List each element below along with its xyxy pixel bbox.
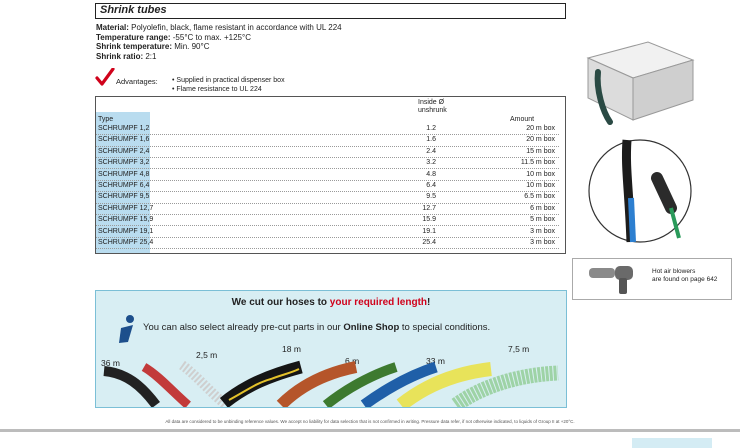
length-label: 36 m — [101, 358, 120, 368]
cell-type: SCHRUMPF 1,6 — [98, 136, 150, 144]
banner-heading: We cut our hoses to your required length! — [231, 297, 431, 308]
cell-amount: 3 m box — [530, 227, 555, 235]
cell-type: SCHRUMPF 6,4 — [98, 182, 150, 189]
table-row — [96, 170, 559, 181]
cell-amount: 3 m box — [530, 239, 555, 246]
cell-inside-diameter: 12.7 — [422, 204, 436, 212]
hot-air-blower-note: Hot air blowers are found on page 642 — [652, 268, 718, 283]
table-row — [96, 192, 559, 203]
table-row — [96, 204, 559, 215]
footer-rule — [0, 429, 740, 432]
header-amount: Amount — [510, 116, 535, 123]
spec-list — [96, 23, 342, 61]
cell-amount: 6 m box — [530, 204, 555, 212]
cell-type: SCHRUMPF 25,4 — [98, 239, 154, 246]
page-title: Shrink tubes — [100, 4, 167, 16]
advantage-item: • Flame resistance to UL 224 — [172, 85, 262, 93]
online-shop-link[interactable]: Online Shop — [343, 322, 400, 333]
banner-subtext: You can also select already pre-cut parts in our Online Shop to special conditions. — [143, 322, 491, 333]
dispenser-box-image — [578, 20, 698, 130]
page-tab-accent — [632, 438, 712, 448]
cell-inside-diameter: 9.5 — [426, 193, 436, 201]
cell-amount: 6.5 m box — [524, 193, 555, 201]
table-row — [96, 124, 559, 135]
table-row — [96, 227, 559, 238]
length-label: 7,5 m — [508, 344, 530, 354]
cell-inside-diameter: 1.6 — [426, 136, 436, 144]
table-row — [96, 238, 559, 249]
cell-inside-diameter: 6.4 — [426, 182, 436, 189]
cell-inside-diameter: 1.2 — [426, 125, 436, 132]
hose-samples-image — [96, 345, 566, 407]
cell-type: SCHRUMPF 1,2 — [98, 125, 150, 132]
spec-temperature-range: Temperature range: -55°C to max. +125°C — [96, 32, 251, 42]
cell-amount: 20 m box — [526, 136, 555, 144]
cell-amount: 20 m box — [526, 125, 555, 132]
cell-amount: 10 m box — [526, 182, 555, 189]
header-inside-diameter: Inside Ø unshrunk — [418, 99, 447, 114]
header-type: Type — [98, 116, 114, 123]
checkmark-icon — [95, 68, 115, 86]
length-label: 18 m — [282, 344, 301, 354]
advantage-item: • Supplied in practical dispenser box — [172, 77, 285, 84]
cell-amount: 15 m box — [526, 147, 555, 155]
cell-type: SCHRUMPF 15,9 — [98, 216, 154, 224]
table-row — [96, 181, 559, 192]
cell-inside-diameter: 4.8 — [426, 170, 436, 178]
cell-inside-diameter: 3.2 — [426, 159, 436, 167]
cell-inside-diameter: 2.4 — [426, 147, 436, 155]
table-row — [96, 135, 559, 146]
cell-type: SCHRUMPF 12,7 — [98, 204, 154, 212]
table-row — [96, 147, 559, 158]
cell-type: SCHRUMPF 9,5 — [98, 193, 150, 201]
length-label: 33 m — [426, 356, 445, 366]
cell-amount: 10 m box — [526, 170, 555, 178]
length-label: 2,5 m — [196, 350, 218, 360]
cell-type: SCHRUMPF 19,1 — [98, 227, 154, 235]
table-row — [96, 215, 559, 226]
cell-type: SCHRUMPF 2,4 — [98, 147, 150, 155]
table-row — [96, 158, 559, 169]
advantages-label: Advantages: — [116, 77, 158, 86]
cell-inside-diameter: 15.9 — [422, 216, 436, 224]
cell-amount: 5 m box — [530, 216, 555, 224]
length-label: 6 m — [345, 356, 360, 366]
spec-material: Material: Polyolefin, black, flame resistant in accordance with UL 224 — [96, 23, 342, 32]
spec-shrink-ratio: Shrink ratio: 2:1 — [96, 51, 157, 61]
cell-inside-diameter: 19.1 — [422, 227, 436, 235]
disclaimer-footer: All data are considered to be unbinding reference values. We accept no liability for data selection that is not confirmed in writing. Pressure data refer, if not otherwise indicated, to liquids of Group II at +20°C. — [165, 419, 575, 424]
cell-amount: 11.5 m box — [520, 159, 555, 167]
spec-shrink-temperature: Shrink temperature: Min. 90°C — [96, 42, 210, 51]
advantages-list — [172, 77, 285, 94]
cell-type: SCHRUMPF 4,8 — [98, 170, 150, 178]
hot-air-blower-icon — [585, 262, 645, 298]
cell-type: SCHRUMPF 3,2 — [98, 159, 150, 167]
tube-closeup-image — [587, 138, 693, 244]
cell-inside-diameter: 25.4 — [422, 239, 436, 246]
info-icon — [115, 314, 139, 344]
